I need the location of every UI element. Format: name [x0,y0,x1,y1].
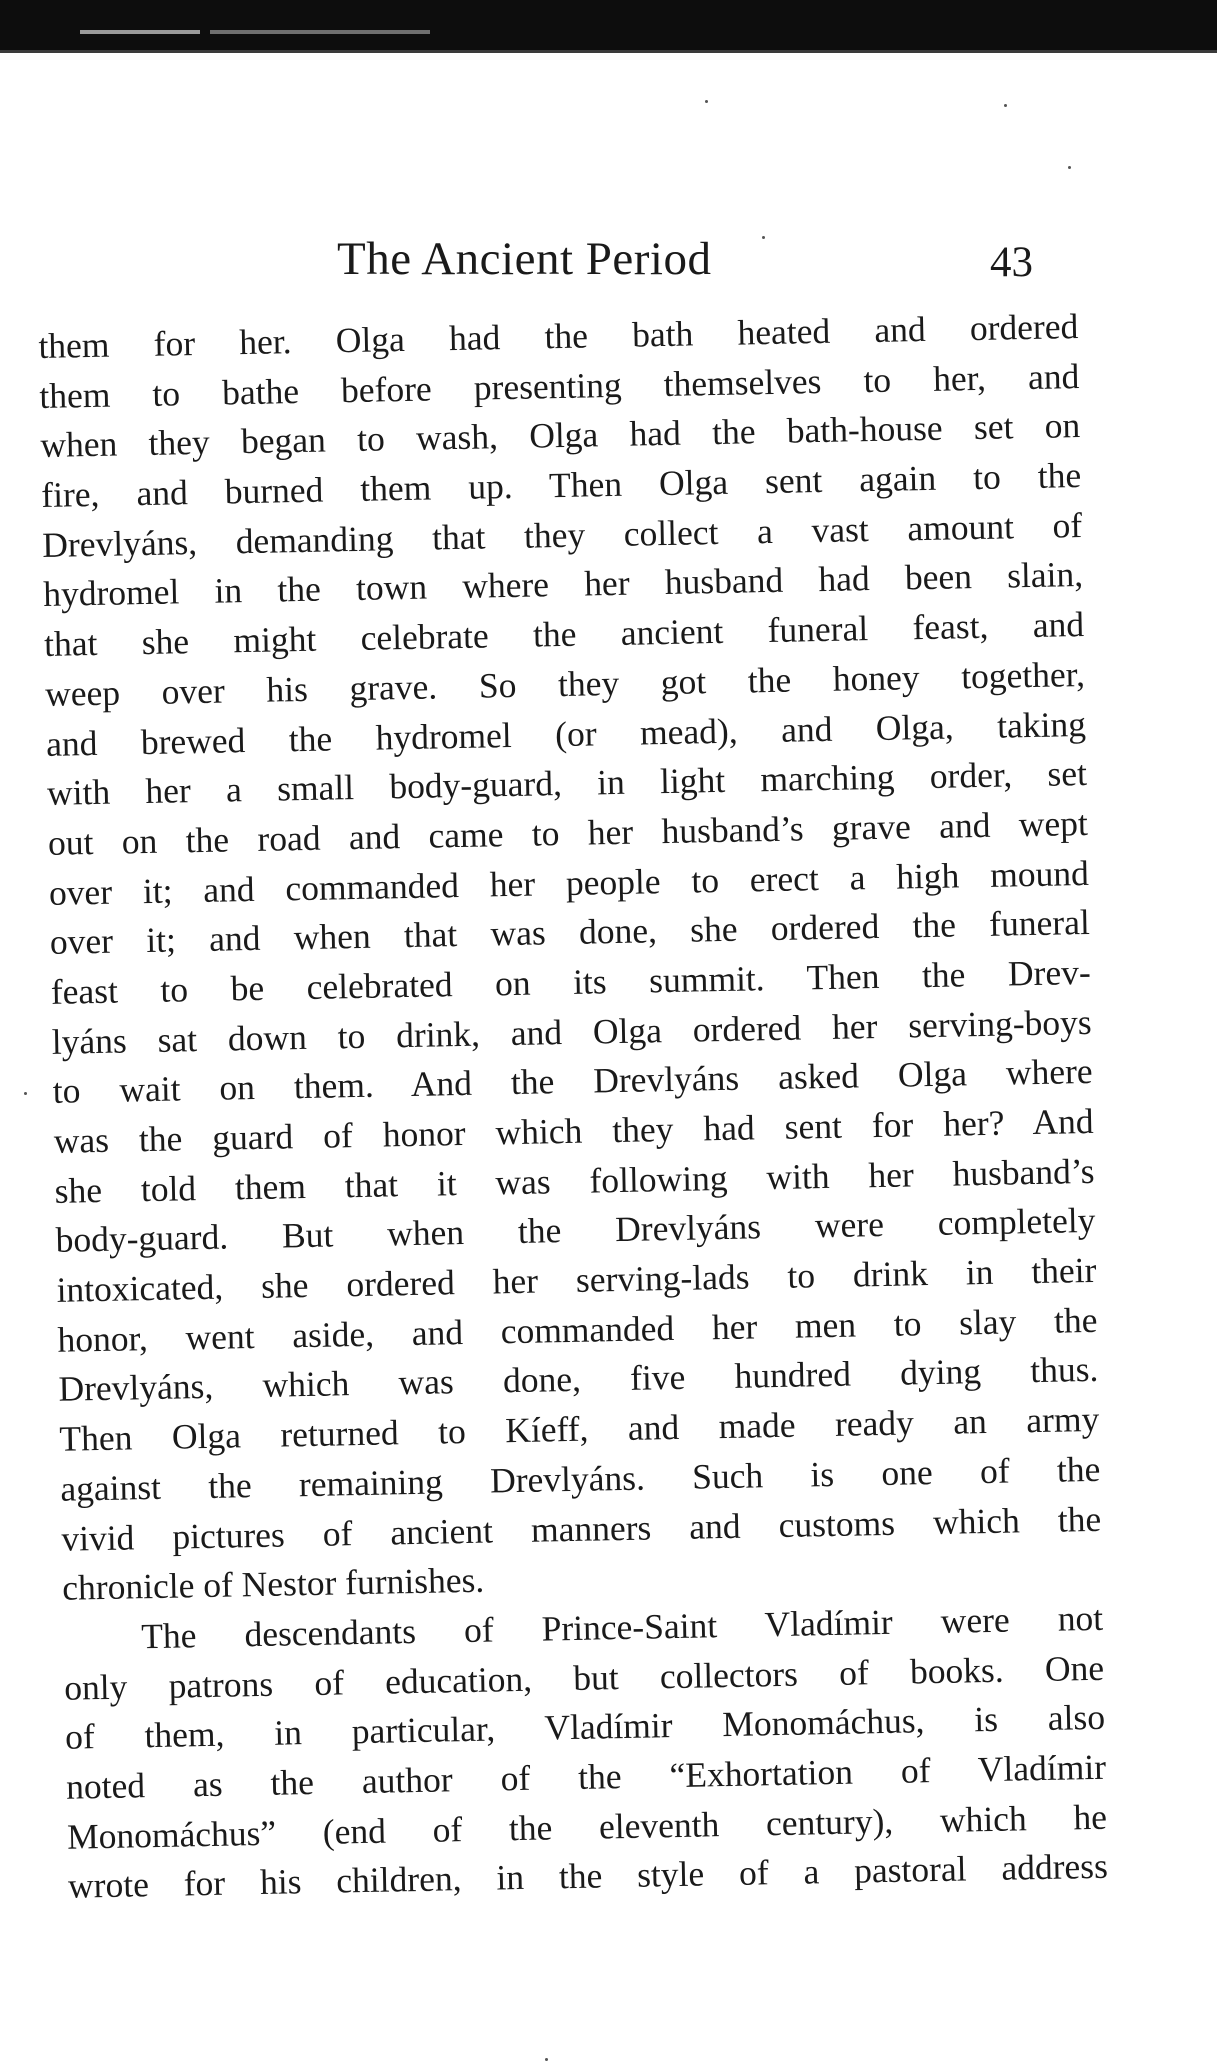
text-line: was the guard of honor which they had sent for her? And [53,1100,1094,1161]
scan-speck [80,30,200,34]
scan-edge-bar [0,0,1217,53]
scan-speck [545,2058,548,2061]
text-line: Drevlyáns, demanding that they collect a vast amount of [41,504,1083,565]
scan-speck [705,100,708,103]
scan-speck [210,30,430,34]
scan-speck [24,1092,27,1095]
text-line: The descendants of Prince-Saint Vladímir were not [140,1597,1104,1657]
text-line: only patrons of education, but collectors of books. One [63,1647,1105,1708]
text-line: weep over his grave. So they got the honey together, [44,653,1086,714]
text-line: them to bathe before presenting themselves to her, and [39,355,1080,416]
text-line: wrote for his children, in the style of a pastoral address [67,1846,1109,1907]
text-line: body-guard. But when the Drevlyáns were completely [55,1200,1096,1261]
text-line: of them, in particular, Vladímir Monomáchus, is also [64,1697,1106,1757]
text-line: over it; and commanded her people to erect a high mound [48,852,1090,913]
text-line: noted as the author of the “Exhortation of Vladímir [65,1746,1107,1807]
text-line: she told them that it was following with her husband’s [54,1150,1095,1211]
text-line: Monomáchus” (end of the eleventh century), which he [66,1796,1108,1857]
scan-speck [1004,104,1007,107]
text-line: against the remaining Drevlyáns. Such is one of the [60,1448,1101,1509]
running-title: The Ancient Period [337,233,712,285]
text-line: honor, went aside, and commanded her men to slay the [57,1299,1098,1360]
body-text [38,302,1113,1912]
text-line: vivid pictures of ancient manners and customs which the [60,1498,1102,1559]
text-line: over it; and when that was done, she ordered the funeral [49,902,1091,963]
text-line: with her a small body-guard, in light marching order, set [46,753,1088,814]
text-line: and brewed the hydromel (or mead), and Olga, taking [45,703,1087,764]
text-line: hydromel in the town where her husband had been slain, [42,554,1084,615]
scan-speck [1068,166,1071,169]
page-header [0,232,1217,292]
text-line: intoxicated, she ordered her serving-lads to drink in their [56,1249,1097,1310]
text-line: lyáns sat down to drink, and Olga ordered her serving-boys [51,1001,1093,1062]
text-line: fire, and burned them up. Then Olga sent again to the [40,455,1082,516]
text-line: chronicle of Nestor furnishes. [61,1559,485,1608]
text-line: them for her. Olga had the bath heated and ordered [38,306,1079,366]
page-number: 43 [990,239,1033,286]
text-line: Drevlyáns, which was done, five hundred dying thus. [58,1349,1099,1410]
text-line: feast to be celebrated on its summit. Then the Drev- [50,951,1092,1012]
text-line: to wait on them. And the Drevlyáns asked Olga where [52,1051,1093,1112]
scan-speck [762,236,765,239]
paragraph [38,302,1108,1614]
text-line: out on the road and came to her husband’s grave and wept [47,802,1089,863]
text-line: when they began to wash, Olga had the bath-house set on [39,405,1081,466]
text-line: Then Olga returned to Kíeff, and made ready an army [59,1398,1100,1459]
paragraph [63,1594,1114,1912]
text-line: that she might celebrate the ancient funeral feast, and [43,604,1085,665]
